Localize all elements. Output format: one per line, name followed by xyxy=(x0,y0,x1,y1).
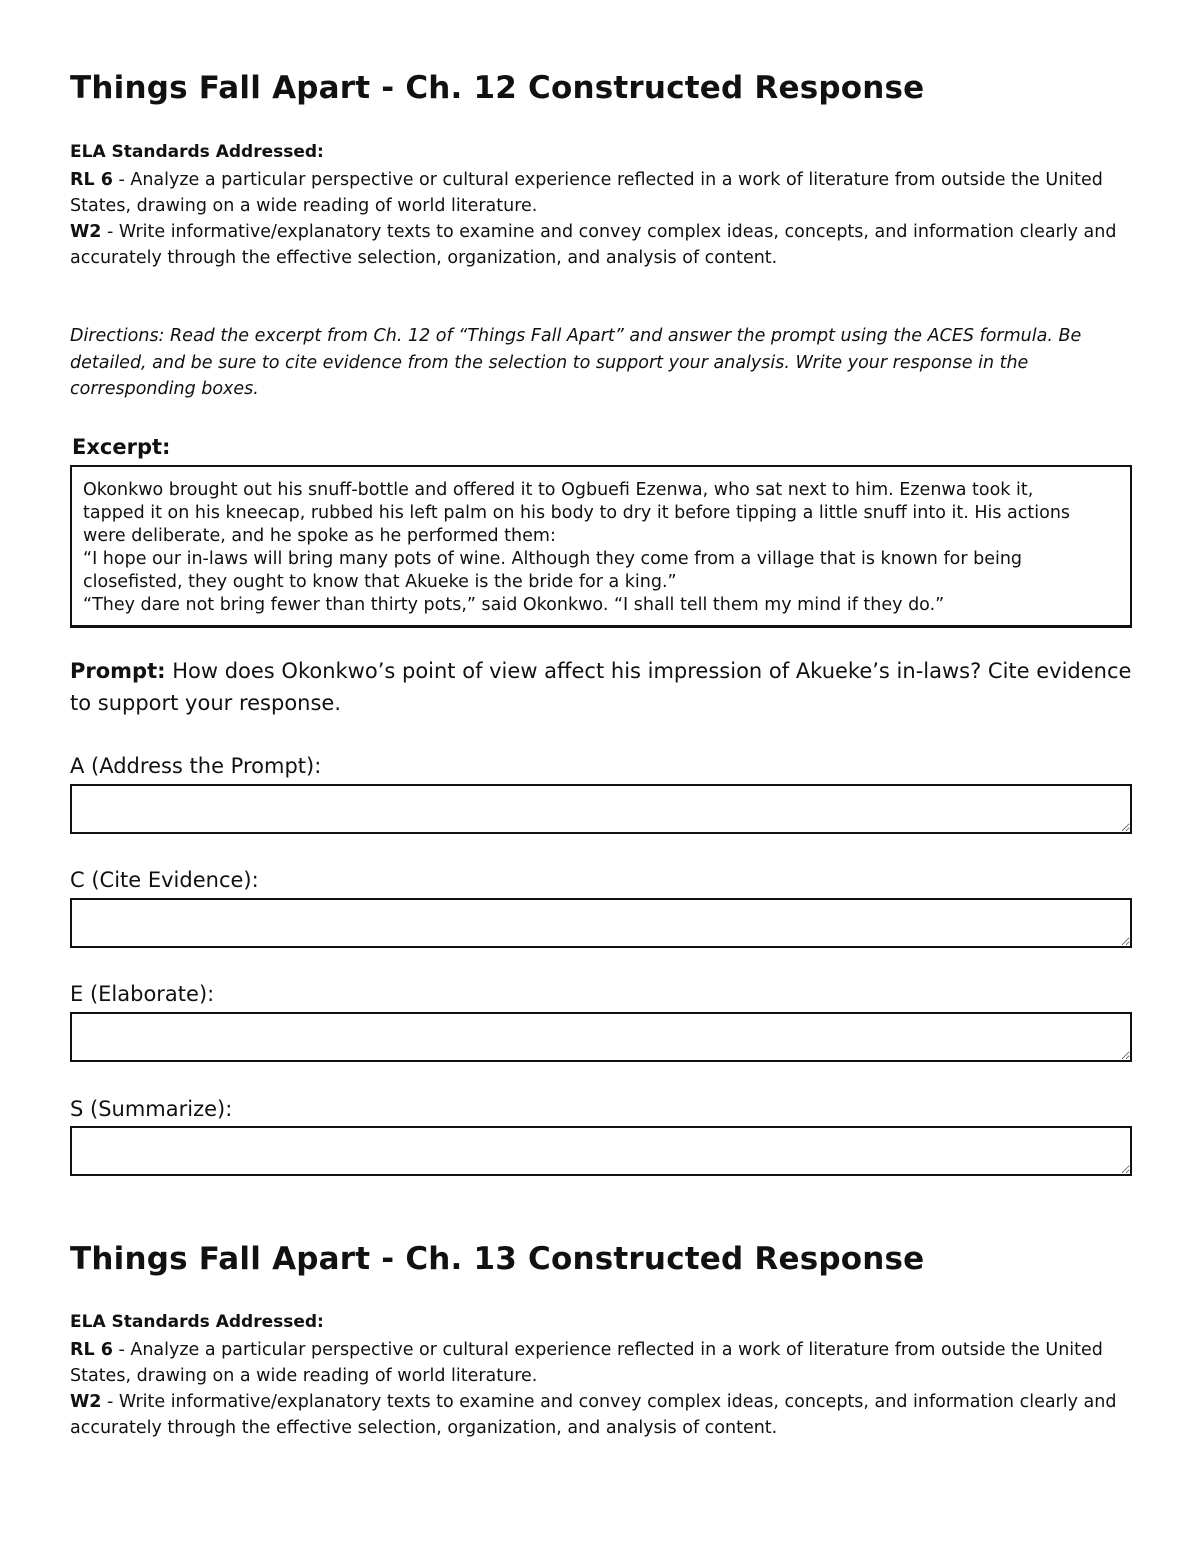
rl6-code: RL 6 xyxy=(70,1340,113,1360)
w2-text: - Write informative/explanatory texts to examine and convey complex ideas, concepts, and information clearly and accurately through the effective selection, organization, and analysis of content. xyxy=(70,222,1117,268)
cite-evidence-label: C (Cite Evidence): xyxy=(70,868,259,892)
summarize-label: S (Summarize): xyxy=(70,1097,233,1121)
address-prompt-label: A (Address the Prompt): xyxy=(70,754,322,778)
summarize-field[interactable] xyxy=(70,1126,1132,1176)
excerpt-label: Excerpt: xyxy=(72,435,171,459)
address-prompt-field[interactable] xyxy=(70,784,1132,834)
prompt-label: Prompt: xyxy=(70,659,166,683)
section2-standard-w2 xyxy=(70,1389,1132,1441)
cite-evidence-field[interactable] xyxy=(70,898,1132,948)
section2-standard-rl6 xyxy=(70,1337,1132,1389)
rl6-text: - Analyze a particular perspective or cultural experience reflected in a work of literature from outside the United States, drawing on a wide reading of world literature. xyxy=(70,170,1103,216)
excerpt-paragraph: “I hope our in-laws will bring many pots of wine. Although they come from a village that is known for being closefisted, they ought to know that Akueke is the bride for a king.” xyxy=(83,549,1023,592)
excerpt-paragraph: Okonkwo brought out his snuff-bottle and offered it to Ogbuefi Ezenwa, who sat next to him. Ezenwa took it, tapped it on his kneecap, rubbed his left palm on his body to dry it before tipping a little snuff into it. His actions were deliberate, and he spoke as he performed them: xyxy=(83,480,1071,546)
excerpt-box xyxy=(70,465,1132,628)
excerpt-text xyxy=(83,479,1100,617)
section1-standards-heading: ELA Standards Addressed: xyxy=(70,142,324,162)
w2-text: - Write informative/explanatory texts to examine and convey complex ideas, concepts, and information clearly and accurately through the effective selection, organization, and analysis of content. xyxy=(70,1392,1117,1438)
directions-text: Directions: Read the excerpt from Ch. 12 of “Things Fall Apart” and answer the prompt using the ACES formula. Be detailed, and be sure to cite evidence from the selection to support your analysis. Write your response in the corresponding boxes. xyxy=(70,326,1082,399)
section1-standard-rl6 xyxy=(70,167,1132,219)
prompt xyxy=(70,655,1132,719)
excerpt-paragraph: “They dare not bring fewer than thirty pots,” said Okonkwo. “I shall tell them my mind if they do.” xyxy=(83,595,945,615)
rl6-code: RL 6 xyxy=(70,170,113,190)
w2-code: W2 xyxy=(70,222,102,242)
prompt-text: How does Okonkwo’s point of view affect his impression of Akueke’s in-laws? Cite evidence to support your response. xyxy=(70,659,1132,715)
section2-standards-heading: ELA Standards Addressed: xyxy=(70,1312,324,1332)
rl6-text: - Analyze a particular perspective or cultural experience reflected in a work of literature from outside the United States, drawing on a wide reading of world literature. xyxy=(70,1340,1103,1386)
section1-standard-w2 xyxy=(70,219,1132,271)
elaborate-label: E (Elaborate): xyxy=(70,982,215,1006)
elaborate-field[interactable] xyxy=(70,1012,1132,1062)
section1-title: Things Fall Apart - Ch. 12 Constructed Response xyxy=(70,70,925,106)
w2-code: W2 xyxy=(70,1392,102,1412)
section2-title: Things Fall Apart - Ch. 13 Constructed Response xyxy=(70,1241,925,1277)
